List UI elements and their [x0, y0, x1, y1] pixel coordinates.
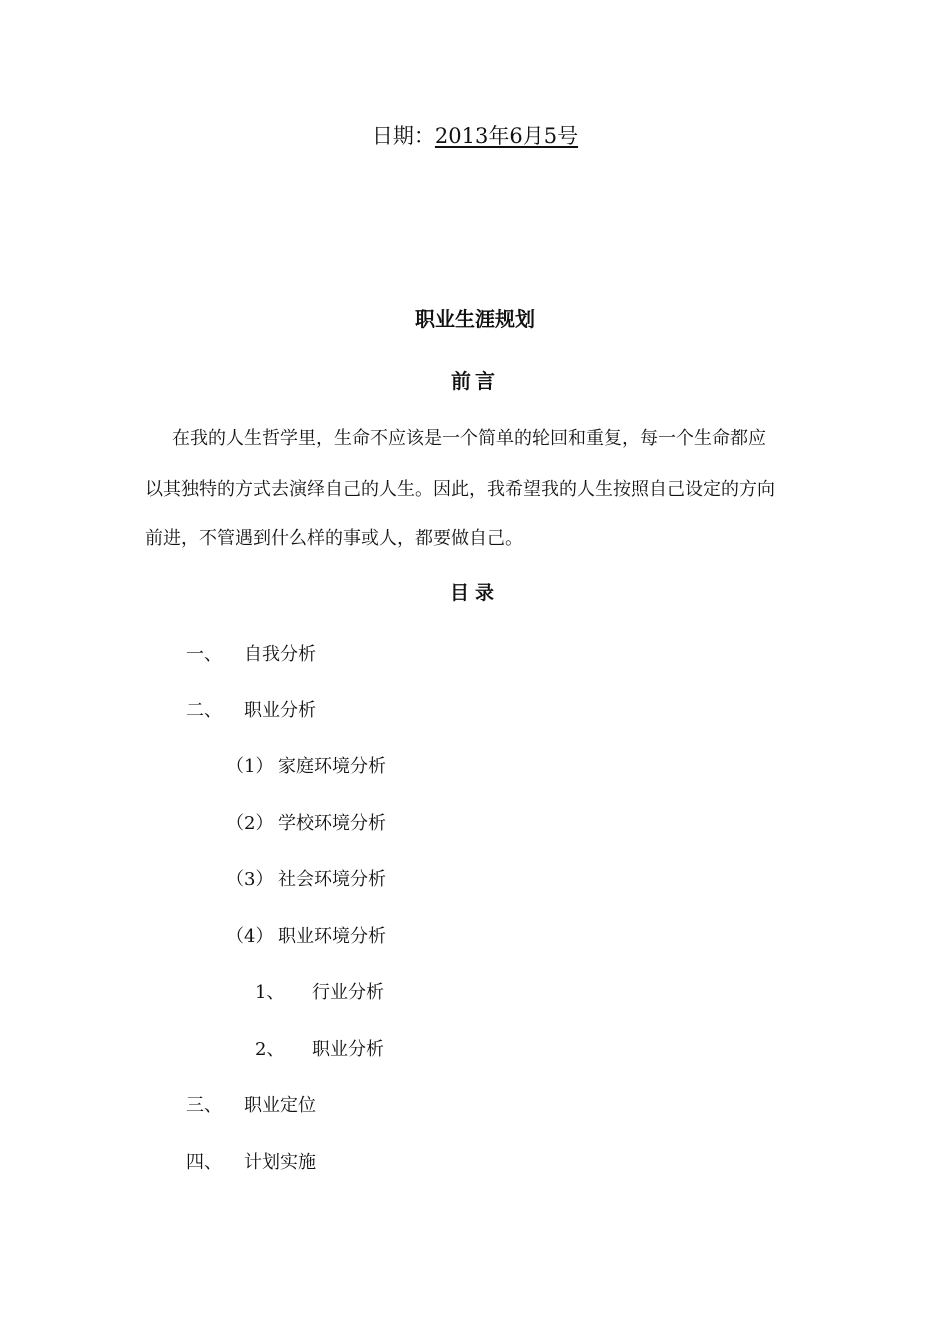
toc-item-label: 学校环境分析 [278, 813, 386, 834]
toc-item-number: （1） [226, 756, 274, 777]
toc-item-number: 2、 [255, 1039, 285, 1060]
toc-item-number: 一、 [186, 644, 222, 665]
toc-item-number: 三、 [186, 1095, 222, 1116]
date-value: 2013年6月5号 [434, 124, 579, 148]
toc-item [226, 752, 386, 778]
toc-item-label: 职业分析 [244, 700, 316, 721]
toc-item [255, 1035, 384, 1061]
toc-item-label: 职业环境分析 [278, 926, 386, 947]
toc-item-label: 职业定位 [244, 1095, 316, 1116]
toc-item-number: 1、 [255, 982, 285, 1003]
toc-item-number: 四、 [186, 1152, 222, 1173]
toc-item [186, 696, 316, 722]
toc-item [186, 640, 316, 666]
preface-line-2: 以其独特的方式去演绎自己的人生。因此，我希望我的人生按照自己设定的方向 [145, 479, 775, 500]
toc-item-number: （3） [226, 869, 274, 890]
toc-item-number: （2） [226, 813, 274, 834]
toc-item-number: （4） [226, 926, 274, 947]
preface-line-3: 前进，不管遇到什么样的事或人，都要做自己。 [145, 528, 523, 549]
toc-item [226, 809, 386, 835]
toc-item [255, 978, 384, 1004]
toc-heading: 目录 [449, 582, 500, 604]
date-line [0, 120, 950, 150]
toc-item [226, 865, 386, 891]
toc-item-label: 自我分析 [244, 644, 316, 665]
toc-item [186, 1091, 316, 1117]
date-label: 日期： [371, 124, 435, 148]
preface-line-1: 在我的人生哲学里，生命不应该是一个简单的轮回和重复，每一个生命都应 [172, 428, 766, 449]
toc-item-label: 计划实施 [244, 1152, 316, 1173]
document-title: 职业生涯规划 [415, 307, 535, 331]
toc-item-label: 社会环境分析 [278, 869, 386, 890]
toc-item [226, 922, 386, 948]
preface-heading: 前言 [451, 369, 499, 393]
toc-item-label: 职业分析 [312, 1039, 384, 1060]
toc-item-number: 二、 [186, 700, 222, 721]
toc-item [186, 1148, 316, 1174]
toc-item-label: 家庭环境分析 [278, 756, 386, 777]
toc-item-label: 行业分析 [312, 982, 384, 1003]
